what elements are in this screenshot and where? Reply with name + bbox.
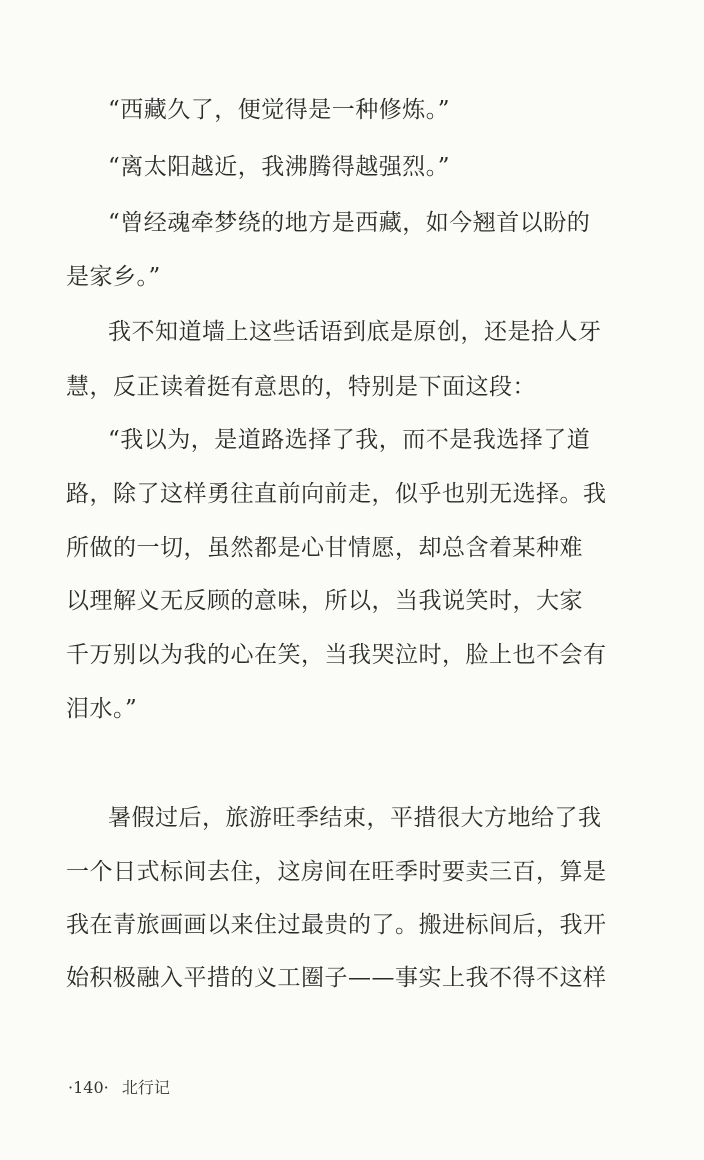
text-line: 我在青旅画画以来住过最贵的了。搬进标间后，我开 [66, 912, 607, 938]
page-footer [68, 1078, 170, 1098]
text-line: 路，除了这样勇往直前向前走，似乎也别无选择。我 [66, 481, 607, 507]
text-line: 始积极融入平措的义工圈子——事实上我不得不这样 [66, 965, 607, 991]
text-line: 我不知道墙上这些话语到底是原创，还是拾人牙 [108, 319, 602, 345]
text-line: 泪水。” [66, 696, 138, 722]
text-line: 一个日式标间去住，这房间在旺季时要卖三百，算是 [66, 859, 607, 885]
text-line: 以理解义无反顾的意味，所以，当我说笑时，大家 [66, 588, 583, 614]
text-line: 是家乡。” [66, 264, 161, 290]
page-number: ·140· [68, 1078, 109, 1097]
text-line: “西藏久了，便觉得是一种修炼。” [108, 97, 451, 123]
text-line: “曾经魂牵梦绕的地方是西藏，如今翘首以盼的 [108, 210, 591, 236]
text-line: “离太阳越近，我沸腾得越强烈。” [108, 154, 451, 180]
text-line: 所做的一切，虽然都是心甘情愿，却总含着某种难 [66, 535, 583, 561]
text-line: “我以为，是道路选择了我，而不是我选择了道 [108, 427, 591, 453]
text-line: 慧，反正读着挺有意思的，特别是下面这段： [66, 374, 536, 400]
book-title: 北行记 [121, 1078, 170, 1097]
text-line: 暑假过后，旅游旺季结束，平措很大方地给了我 [108, 805, 602, 831]
text-line: 千万别以为我的心在笑，当我哭泣时，脸上也不会有 [66, 642, 607, 668]
